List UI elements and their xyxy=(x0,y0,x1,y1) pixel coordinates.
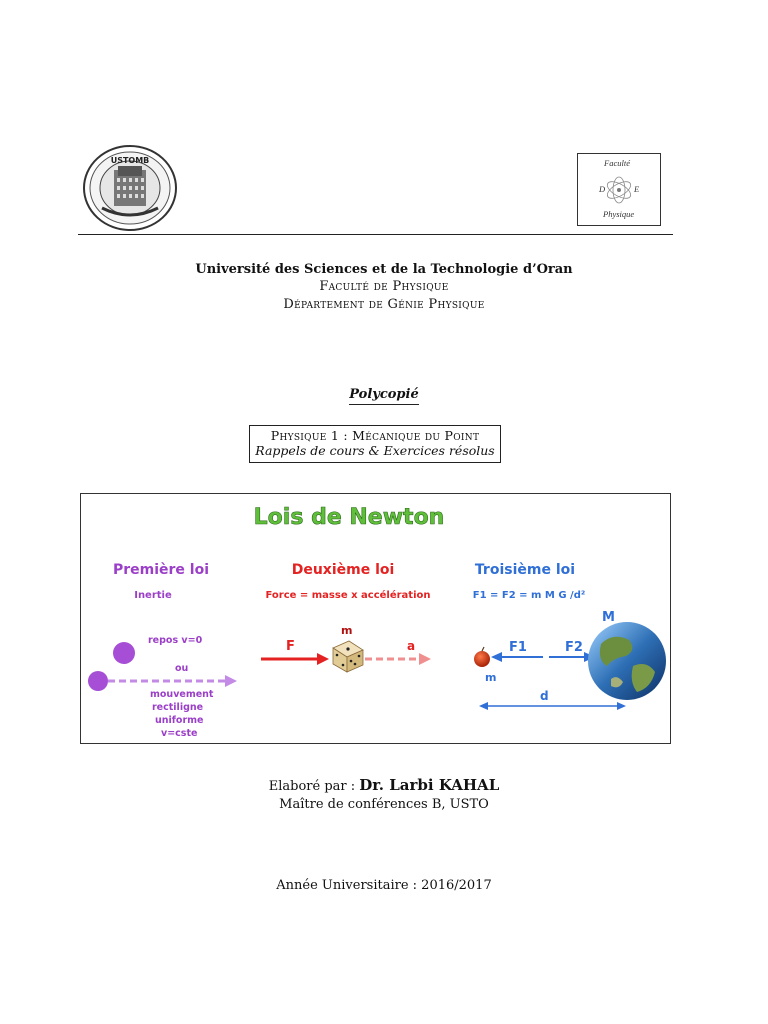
second-law-subtitle: Force = masse x accélération xyxy=(265,590,431,601)
distance-label: d xyxy=(540,689,549,703)
document-type: Polycopié xyxy=(349,387,418,405)
or-label: ou xyxy=(175,663,189,674)
usto-seal-icon xyxy=(82,144,178,232)
f1-label: F1 xyxy=(509,640,527,655)
acceleration-label: a xyxy=(407,639,416,653)
author-role: Maître de conférences B, USTO xyxy=(279,797,489,812)
first-law-subtitle: Inertie xyxy=(134,590,172,601)
figure-title: Lois de Newton xyxy=(253,505,445,530)
course-title: Physique 1 : Mécanique du Point xyxy=(270,428,480,443)
motion-line-2: rectiligne xyxy=(152,702,204,713)
usto-seal-text: USTOMB xyxy=(110,156,150,165)
dice-icon xyxy=(333,641,363,672)
third-law-heading: Troisième loi xyxy=(474,562,576,578)
author-line xyxy=(0,775,768,797)
second-law-heading: Deuxième loi xyxy=(291,562,395,578)
motion-arrowhead xyxy=(225,675,237,687)
mass-label: m xyxy=(341,624,353,637)
motion-line-4: v=cste xyxy=(161,728,198,739)
moving-ball xyxy=(88,671,108,691)
university-name: Université des Sciences et de la Technologie d’Oran xyxy=(195,262,573,277)
acceleration-arrowhead xyxy=(419,653,431,665)
f1-arrowhead xyxy=(491,652,502,662)
force-label: F xyxy=(286,639,295,654)
earth-icon xyxy=(588,622,666,700)
logo-text-left: D xyxy=(599,184,606,194)
logo-text-bottom: Physique xyxy=(603,209,635,219)
apple-icon xyxy=(474,651,490,667)
department-name: Département de Génie Physique xyxy=(283,297,485,312)
small-mass-label: m xyxy=(485,671,497,684)
rest-ball xyxy=(113,642,135,664)
first-law-heading: Première loi xyxy=(112,562,210,578)
course-subtitle: Rappels de cours & Exercices résolus xyxy=(255,443,495,458)
motion-line-1: mouvement xyxy=(150,689,214,700)
author-name: Dr. Larbi KAHAL xyxy=(359,776,500,794)
newton-laws-figure xyxy=(80,493,671,744)
big-mass-label: M xyxy=(602,610,615,625)
faculty-logo-icon xyxy=(577,153,661,226)
motion-line-3: uniforme xyxy=(155,715,204,726)
academic-year: Année Universitaire : 2016/2017 xyxy=(276,878,492,893)
course-title-box xyxy=(249,425,501,463)
logo-text-top: Faculté xyxy=(604,158,630,168)
faculty-name: Faculté de Physique xyxy=(319,279,449,294)
third-law-subtitle: F1 = F2 = m M G /d² xyxy=(472,590,586,601)
logo-text-right: E xyxy=(634,184,640,194)
rest-label: repos v=0 xyxy=(148,635,203,646)
f2-label: F2 xyxy=(565,640,583,655)
force-arrowhead xyxy=(317,653,329,665)
header-divider xyxy=(78,234,673,235)
author-prefix: Elaboré par : xyxy=(268,779,360,794)
